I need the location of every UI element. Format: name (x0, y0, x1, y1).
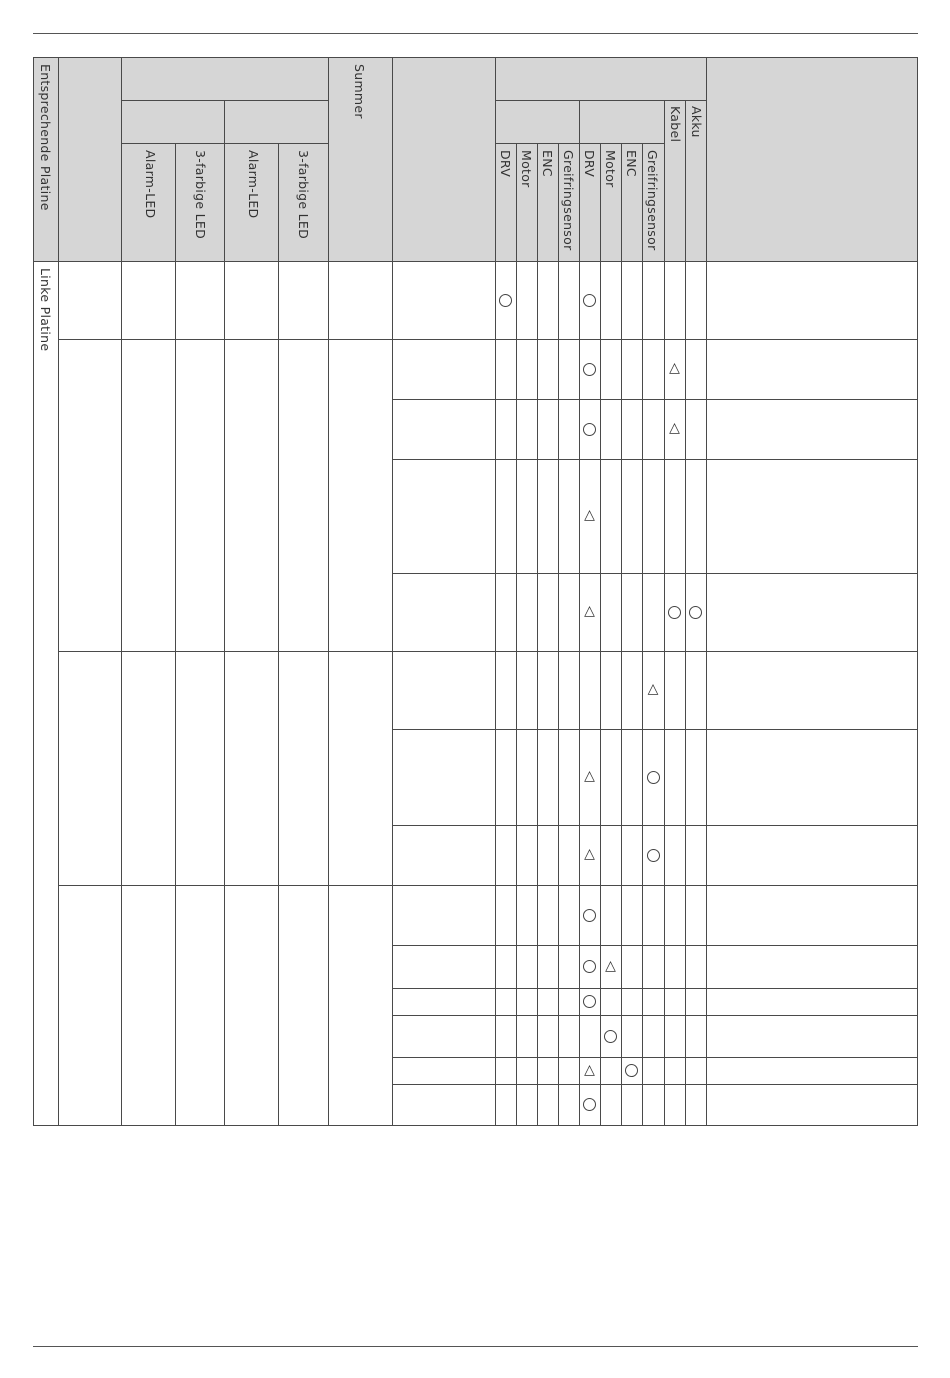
table-cell (600, 885, 622, 946)
table-cell (706, 729, 918, 826)
table-cell (392, 729, 496, 826)
table-cell (495, 1084, 517, 1126)
table-cell (558, 399, 580, 460)
table-cell (495, 399, 517, 460)
table-cell (621, 459, 643, 574)
circle-icon (583, 909, 596, 922)
table-cell (642, 261, 665, 340)
table-cell (516, 339, 538, 400)
header-alarm-led-2: Alarm-LED (246, 150, 261, 219)
circle-icon (625, 1064, 638, 1077)
triangle-icon: △ (605, 957, 616, 974)
table-cell (516, 729, 538, 826)
circle-icon (583, 960, 596, 973)
header-empty-cell-2 (392, 57, 496, 262)
header-alarm-led-1: Alarm-LED (143, 150, 158, 219)
table-cell (558, 729, 580, 826)
header-kabel: Kabel (668, 106, 683, 143)
table-cell (685, 1015, 707, 1058)
table-cell (516, 459, 538, 574)
circle-icon (647, 849, 660, 862)
table-cell (537, 573, 559, 652)
table-cell (685, 885, 707, 946)
header-connector-subgroup-1 (495, 100, 580, 144)
header-enc-1: ENC (540, 150, 555, 177)
table-cell (621, 339, 643, 400)
header-entsprechende-platine: Entsprechende Platine (38, 64, 53, 211)
group-1-cell (121, 261, 176, 340)
table-cell (685, 261, 707, 340)
table-cell (537, 729, 559, 826)
triangle-icon: △ (584, 1061, 595, 1078)
table-cell (392, 825, 496, 886)
table-cell (664, 1084, 686, 1126)
table-cell (706, 573, 918, 652)
header-led-subgroup-1 (121, 100, 225, 144)
table-cell (621, 988, 643, 1016)
circle-icon (647, 771, 660, 784)
table-cell (495, 825, 517, 886)
table-cell (600, 339, 622, 400)
header-connector-subgroup-2 (579, 100, 665, 144)
table-cell (392, 1057, 496, 1085)
triangle-icon: △ (584, 603, 595, 619)
table-cell (558, 339, 580, 400)
table-cell (642, 459, 665, 574)
table-cell (642, 945, 665, 989)
table-cell (558, 1057, 580, 1085)
table-cell (664, 825, 686, 886)
circle-icon (689, 606, 702, 619)
table-cell (537, 261, 559, 340)
circle-icon (583, 363, 596, 376)
table-cell (621, 1015, 643, 1058)
table-cell (558, 1084, 580, 1126)
table-cell (621, 729, 643, 826)
group-1-cell (224, 261, 279, 340)
table-cell (642, 988, 665, 1016)
platine-column-cell (33, 261, 59, 1126)
triangle-icon: △ (669, 420, 680, 436)
table-cell (706, 885, 918, 946)
table-cell (537, 651, 559, 730)
table-cell (495, 339, 517, 400)
group-2-cell (121, 339, 176, 652)
group-3-cell (175, 651, 225, 886)
group-1-cell (278, 261, 329, 340)
table-cell (685, 651, 707, 730)
table-cell (600, 988, 622, 1016)
table-cell (664, 459, 686, 574)
table-cell (706, 988, 918, 1016)
header-motor-1: Motor (519, 150, 534, 188)
table-cell (664, 729, 686, 826)
table-cell (600, 729, 622, 826)
table-cell (642, 339, 665, 400)
table-cell (392, 261, 496, 340)
triangle-icon: △ (584, 768, 595, 784)
circle-icon (583, 423, 596, 436)
header-connector-group-cell (495, 57, 707, 101)
circle-icon (668, 606, 681, 619)
header-summer: Summer (352, 64, 367, 119)
header-greifringsensor-2: Greifringsensor (645, 150, 660, 251)
circle-icon (583, 995, 596, 1008)
table-cell (600, 573, 622, 652)
table-cell (685, 945, 707, 989)
table-cell (685, 1057, 707, 1085)
table-cell (537, 1084, 559, 1126)
group-3-cell (328, 651, 393, 886)
table-cell (516, 573, 538, 652)
table-cell (685, 399, 707, 460)
table-cell (495, 1015, 517, 1058)
table-cell (392, 399, 496, 460)
table-cell (558, 573, 580, 652)
triangle-icon: △ (584, 846, 595, 862)
table-cell (685, 988, 707, 1016)
group-3-cell (121, 651, 176, 886)
table-cell (706, 261, 918, 340)
table-cell (495, 1057, 517, 1085)
group-3-cell (224, 651, 279, 886)
table-cell (664, 945, 686, 989)
group-2-cell (175, 339, 225, 652)
table-cell (621, 825, 643, 886)
group-1-cell (328, 261, 393, 340)
header-3-farbige-led-2: 3-farbige LED (296, 150, 311, 240)
table-cell (664, 651, 686, 730)
table-cell (600, 825, 622, 886)
table-cell (495, 573, 517, 652)
table-cell (685, 459, 707, 574)
table-cell (685, 729, 707, 826)
table-cell (706, 399, 918, 460)
group-4-cell (175, 885, 225, 1126)
table-cell (516, 1084, 538, 1126)
table-cell (516, 825, 538, 886)
header-greifringsensor-1: Greifringsensor (561, 150, 576, 251)
table-cell (392, 945, 496, 989)
circle-icon (583, 294, 596, 307)
circle-icon (499, 294, 512, 307)
table-cell (516, 945, 538, 989)
table-cell (621, 885, 643, 946)
table-cell (495, 988, 517, 1016)
table-cell (558, 651, 580, 730)
header-empty-cell (58, 57, 122, 262)
header-led-subgroup-2 (224, 100, 329, 144)
table-cell (516, 1015, 538, 1058)
table-cell (664, 1015, 686, 1058)
table-cell (558, 945, 580, 989)
table-cell (706, 459, 918, 574)
table-cell (495, 885, 517, 946)
table-cell (537, 339, 559, 400)
table-cell (516, 261, 538, 340)
table-cell (642, 573, 665, 652)
table-cell (706, 651, 918, 730)
group-4-cell (328, 885, 393, 1126)
table-cell (392, 1084, 496, 1126)
table-cell (642, 1084, 665, 1126)
table-cell (685, 1084, 707, 1126)
table-cell (685, 825, 707, 886)
table-cell (600, 1057, 622, 1085)
table-cell (537, 1057, 559, 1085)
header-enc-2: ENC (624, 150, 639, 177)
table-cell (621, 399, 643, 460)
header-drv-2: DRV (582, 150, 597, 178)
table-cell (495, 651, 517, 730)
triangle-icon: △ (584, 507, 595, 523)
table-cell (642, 1057, 665, 1085)
header-remarks-cell (706, 57, 918, 262)
table-cell (579, 1015, 601, 1058)
table-cell (600, 651, 622, 730)
triangle-icon: △ (647, 681, 659, 697)
group-1-cell (175, 261, 225, 340)
group-3-cell (278, 651, 329, 886)
table-cell (579, 651, 601, 730)
table-cell (621, 573, 643, 652)
table-cell (706, 945, 918, 989)
table-cell (621, 651, 643, 730)
group-2-cell (224, 339, 279, 652)
table-cell (392, 885, 496, 946)
group-4-cell (58, 885, 122, 1126)
table-cell (537, 988, 559, 1016)
table-cell (537, 825, 559, 886)
circle-icon (604, 1030, 617, 1043)
table-cell (706, 339, 918, 400)
group-4-cell (224, 885, 279, 1126)
table-cell (495, 459, 517, 574)
table-cell (558, 825, 580, 886)
table-cell (537, 1015, 559, 1058)
triangle-icon: △ (669, 360, 680, 376)
table-cell (537, 399, 559, 460)
table-cell (516, 1057, 538, 1085)
table-cell (516, 988, 538, 1016)
table-cell (600, 459, 622, 574)
table-cell (537, 885, 559, 946)
table-cell (516, 651, 538, 730)
table-cell (664, 885, 686, 946)
group-3-cell (58, 651, 122, 886)
table-cell (706, 1084, 918, 1126)
table-cell (642, 399, 665, 460)
group-2-cell (328, 339, 393, 652)
group-2-cell (278, 339, 329, 652)
group-2-cell (58, 339, 122, 652)
table-cell (642, 885, 665, 946)
table-cell (685, 339, 707, 400)
header-3-farbige-led-1: 3-farbige LED (193, 150, 208, 240)
table-cell (600, 1084, 622, 1126)
table-cell (516, 885, 538, 946)
table-cell (392, 573, 496, 652)
linke-platine-label: Linke Platine (38, 268, 53, 352)
group-1-cell (58, 261, 122, 340)
table-cell (664, 988, 686, 1016)
circle-icon (583, 1098, 596, 1111)
table-cell (706, 1057, 918, 1085)
group-4-cell (121, 885, 176, 1126)
table-cell (621, 261, 643, 340)
table-cell (392, 1015, 496, 1058)
table-cell (706, 825, 918, 886)
header-led-group-cell (121, 57, 329, 101)
table-cell (706, 1015, 918, 1058)
table-cell (558, 988, 580, 1016)
table-cell (664, 1057, 686, 1085)
table-cell (558, 1015, 580, 1058)
table-cell (558, 885, 580, 946)
table-cell (537, 945, 559, 989)
header-motor-2: Motor (603, 150, 618, 188)
table-cell (558, 459, 580, 574)
table-cell (392, 988, 496, 1016)
table-cell (495, 945, 517, 989)
table-cell (558, 261, 580, 340)
table-cell (642, 1015, 665, 1058)
table-cell (392, 339, 496, 400)
header-akku: Akku (689, 106, 704, 138)
table-cell (621, 1084, 643, 1126)
group-4-cell (278, 885, 329, 1126)
table-cell (392, 651, 496, 730)
table-cell (537, 459, 559, 574)
table-cell (600, 399, 622, 460)
table-cell (495, 729, 517, 826)
table-cell (664, 261, 686, 340)
table-cell (600, 261, 622, 340)
table-cell (621, 945, 643, 989)
header-drv-1: DRV (498, 150, 513, 178)
table-cell (516, 399, 538, 460)
table-cell (392, 459, 496, 574)
